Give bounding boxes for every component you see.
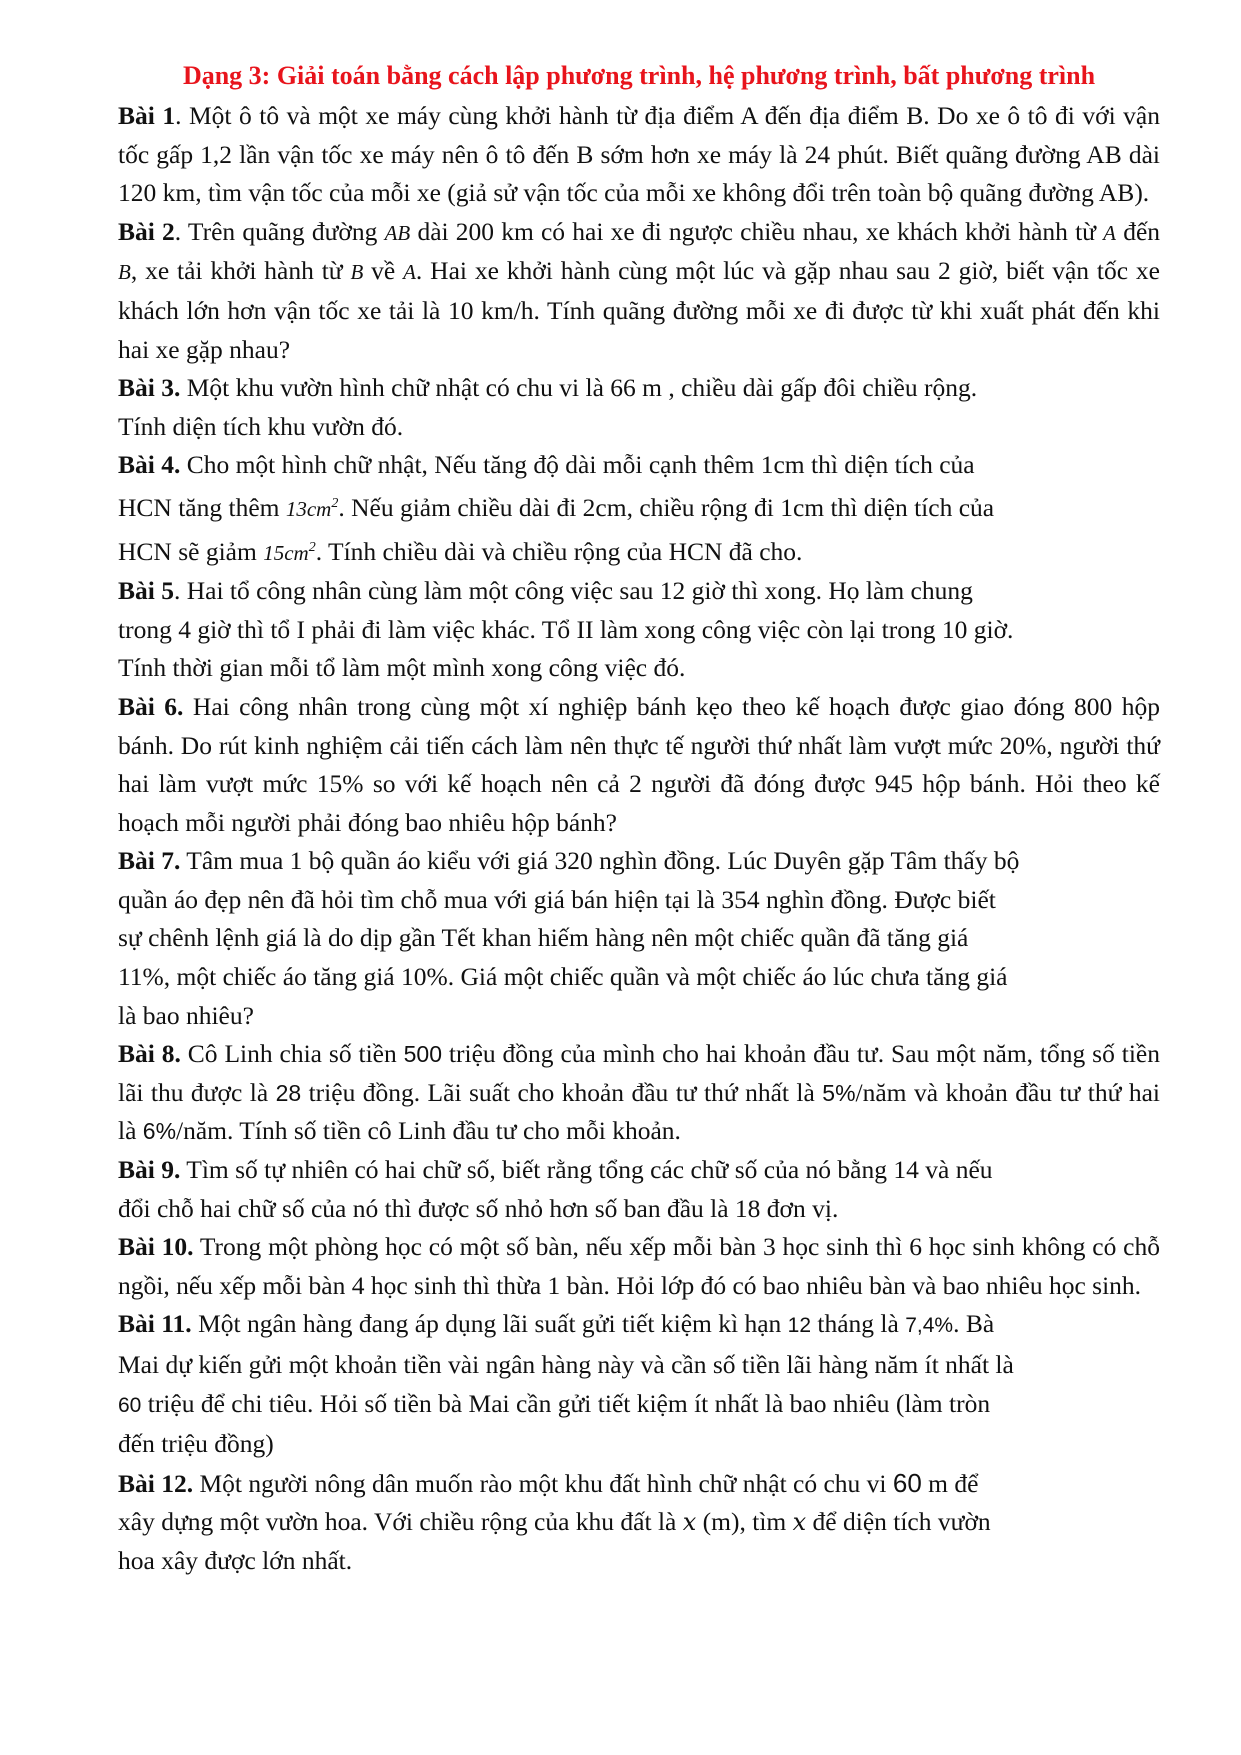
problem-number: Bài 3.: [118, 373, 181, 403]
math-b: B: [118, 260, 131, 285]
problem-text: /năm. Tính số tiền cô Linh đầu tư cho mỗi khoản.: [176, 1116, 681, 1146]
problem-text: Hai công nhân trong cùng một xí nghiệp bánh kẹo theo kế hoạch được giao đóng 800 hộp bánh. Do rút kinh nghiệm cải tiến cách làm nên thực tế người thứ nhất làm vượt mức 20%, người thứ hai làm vượt mức 15% so với kế hoạch nên cả 2 người đã đóng được 945 hộp bánh. Hỏi theo kế hoạch mỗi người phải đóng bao nhiêu hộp bánh?: [118, 691, 1161, 837]
problem-7: [118, 842, 1160, 1035]
problem-text: dài 200 km có hai xe đi ngược chiều nhau, xe khách khởi hành từ: [410, 216, 1104, 246]
problem-5: [118, 572, 1160, 688]
problem-text: m để: [921, 1468, 979, 1498]
problem-text: triệu để chi tiêu. Hỏi số tiền bà Mai cần gửi tiết kiệm ít nhất là bao nhiêu (làm tròn: [141, 1388, 991, 1418]
math-x: x: [792, 1508, 807, 1537]
problem-text: quần áo đẹp nên đã hỏi tìm chỗ mua với giá bán hiện tại là 354 nghìn đồng. Được biết: [118, 884, 996, 914]
problem-9: [118, 1151, 1160, 1228]
problem-number: Bài 4.: [118, 450, 181, 480]
math-28: 28: [275, 1079, 302, 1106]
problem-number: Bài 7.: [118, 846, 181, 876]
math-rate: 7,4%: [905, 1314, 954, 1338]
problem-text: hoa xây được lớn nhất.: [118, 1545, 353, 1575]
problem-text: sự chênh lệnh giá là do dịp gần Tết khan hiếm hàng nên một chiếc quần đã tăng giá: [118, 923, 969, 953]
problem-text: Tìm số tự nhiên có hai chữ số, biết rằng tổng các chữ số của nó bằng 14 và nếu: [180, 1155, 993, 1185]
problem-text: đổi chỗ hai chữ số của nó thì được số nhỏ hơn số ban đầu là 18 đơn vị.: [118, 1193, 839, 1223]
problem-8: [118, 1035, 1160, 1151]
problem-text: HCN sẽ giảm: [118, 536, 264, 566]
problem-3: [118, 369, 1160, 446]
math-5pct: 5%: [822, 1079, 856, 1106]
math-60: 60: [892, 1467, 922, 1498]
math-500: 500: [403, 1041, 443, 1068]
problem-number: Bài 6.: [118, 691, 184, 721]
problem-11: [118, 1305, 1160, 1463]
superscript: 2: [308, 539, 316, 555]
problem-12: [118, 1464, 1160, 1581]
problem-number: Bài 5: [118, 576, 174, 606]
problem-text: . Hai xe khởi hành cùng một lúc và gặp nhau sau 2 giờ, biết vận tốc xe khách lớn hơn vận tốc xe tải là 10 km/h. Tính quãng đường mỗi xe đi được từ khi xuất phát đến khi hai xe gặp nhau?: [118, 256, 1160, 364]
problem-number: Bài 2: [118, 216, 175, 246]
problem-text: HCN tăng thêm: [118, 492, 286, 522]
math-6pct: 6%: [142, 1118, 177, 1145]
problem-number: Bài 10.: [118, 1232, 194, 1262]
problem-text: trong 4 giờ thì tổ I phải đi làm việc khác. Tổ II làm xong công việc còn lại trong 10 giờ.: [118, 614, 1014, 644]
math-60: 60: [118, 1393, 142, 1417]
problem-text: Cho một hình chữ nhật, Nếu tăng độ dài mỗi cạnh thêm 1cm thì diện tích của: [180, 450, 975, 480]
problem-text: . Tính chiều dài và chiều rộng của HCN đã cho.: [315, 536, 803, 566]
math-ab: AB: [384, 220, 411, 245]
problem-text: triệu đồng. Lãi suất cho khoản đầu tư thứ nhất là: [301, 1077, 823, 1107]
problem-number: Bài 8.: [118, 1039, 181, 1069]
problem-text: Mai dự kiến gửi một khoản tiền vài ngân hàng này và cần số tiền lãi hàng năm ít nhất là: [118, 1350, 1014, 1379]
problem-text: . Bà: [953, 1309, 995, 1339]
problem-text: đến triệu đồng): [118, 1429, 274, 1459]
problem-2: [118, 213, 1160, 369]
problem-10: [118, 1228, 1160, 1305]
problem-text: triệu đồng của mình cho hai khoản đầu tư. Sau một năm, tổng số tiền lãi thu được là: [118, 1039, 1160, 1107]
problem-6: [118, 688, 1160, 842]
problem-text: . Trên quãng đường: [174, 216, 385, 246]
problem-text: Một khu vườn hình chữ nhật có chu vi là 66 m , chiều dài gấp đôi chiều rộng.: [180, 373, 978, 403]
math-12: 12: [787, 1314, 812, 1338]
problem-text: đến: [1116, 216, 1161, 246]
problem-text: Một người nông dân muốn rào một khu đất hình chữ nhật có chu vi: [193, 1468, 893, 1498]
problem-number: Bài 12.: [118, 1468, 194, 1498]
math-x: x: [682, 1508, 697, 1537]
problem-1: [118, 97, 1160, 213]
problem-text: tháng là: [811, 1309, 906, 1339]
problem-number: Bài 9.: [118, 1155, 181, 1185]
problem-text: 11%, một chiếc áo tăng giá 10%. Giá một chiếc quần và một chiếc áo lúc chưa tăng giá: [118, 962, 1008, 992]
problem-text: (m), tìm: [696, 1507, 793, 1537]
superscript: 2: [331, 495, 339, 511]
math-b: B: [350, 260, 364, 285]
math-area-13: 13cm: [285, 496, 332, 521]
math-a: A: [403, 260, 416, 285]
problem-text: Một ngân hàng đang áp dụng lãi suất gửi tiết kiệm kì hạn: [191, 1309, 788, 1339]
problem-text: xây dựng một vườn hoa. Với chiều rộng của khu đất là: [118, 1507, 683, 1537]
problem-text: Cô Linh chia số tiền: [180, 1039, 404, 1069]
problem-text: Tâm mua 1 bộ quần áo kiểu với giá 320 nghìn đồng. Lúc Duyên gặp Tâm thấy bộ: [180, 846, 1020, 876]
problem-text: . Nếu giảm chiều dài đi 2cm, chiều rộng đi 1cm thì diện tích của: [338, 492, 995, 522]
document-page: [118, 56, 1160, 1581]
problem-text: Tính thời gian mỗi tổ làm một mình xong công việc đó.: [118, 653, 686, 683]
problem-text: . Một ô tô và một xe máy cùng khởi hành từ địa điểm A đến địa điểm B. Do xe ô tô đi với vận tốc gấp 1,2 lần vận tốc xe máy nên ô tô đến B sớm hơn xe máy là 24 phút. Biết quãng đường AB dài 120 km, tìm vận tốc của mỗi xe (giả sử vận tốc của mỗi xe không đổi trên toàn bộ quãng đường AB).: [118, 101, 1160, 208]
section-title: Dạng 3: Giải toán bằng cách lập phương trình, hệ phương trình, bất phương trình: [182, 61, 1096, 90]
problem-text: . Hai tổ công nhân cùng làm một công việc sau 12 giờ thì xong. Họ làm chung: [173, 576, 973, 606]
problem-text: là bao nhiêu?: [118, 1000, 254, 1030]
problem-text: Tính diện tích khu vườn đó.: [118, 411, 404, 441]
problem-text: về: [363, 256, 404, 286]
problem-4: [118, 446, 1160, 572]
problem-number: Bài 11.: [118, 1309, 192, 1339]
math-area-15: 15cm: [263, 540, 309, 565]
problem-text: , xe tải khởi hành từ: [130, 256, 351, 286]
problem-text: Trong một phòng học có một số bàn, nếu xếp mỗi bàn 3 học sinh thì 6 học sinh không có chỗ ngồi, nếu xếp mỗi bàn 4 học sinh thì thừa 1 bàn. Hỏi lớp đó có bao nhiêu bàn và bao nhiêu học sinh.: [118, 1232, 1160, 1300]
problem-number: Bài 1: [118, 101, 176, 130]
math-a: A: [1103, 220, 1116, 245]
problem-text: để diện tích vườn: [806, 1507, 991, 1537]
problem-text: /năm và khoản đầu tư thứ hai là: [118, 1077, 1161, 1146]
